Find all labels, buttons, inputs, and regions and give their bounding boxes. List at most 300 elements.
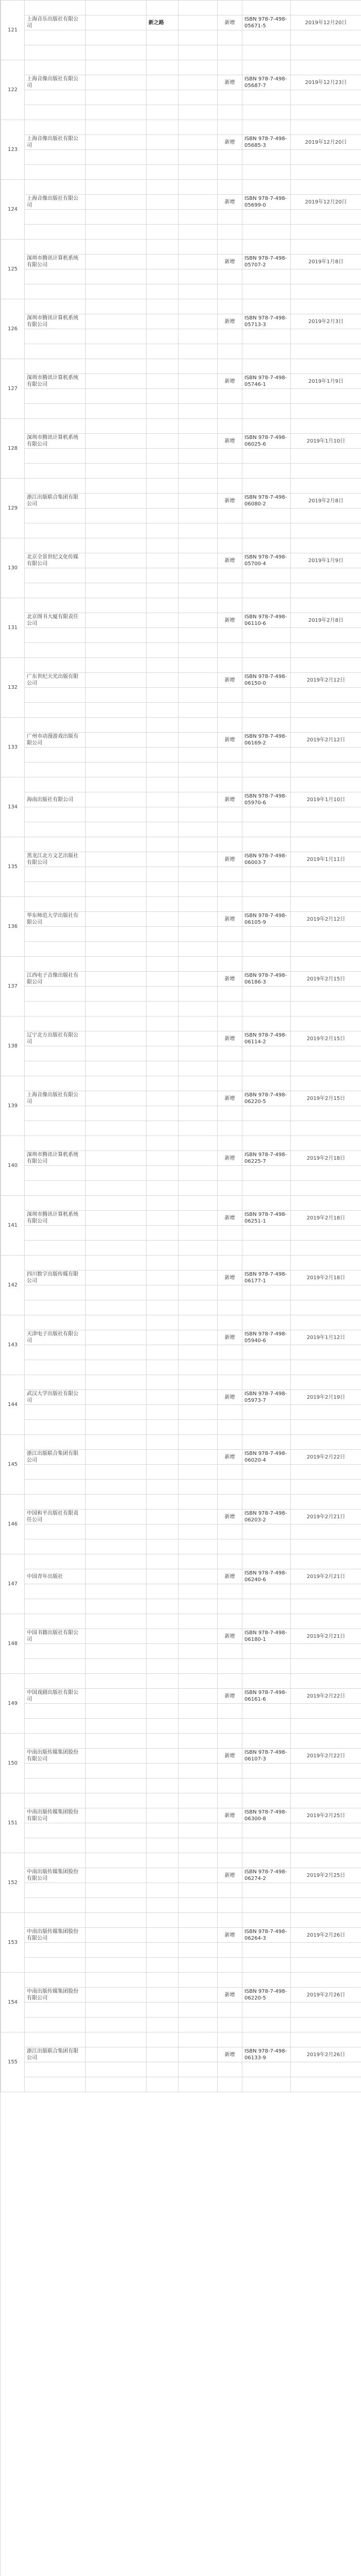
table-row [1,1539,361,1554]
declaration-type-cell [218,1495,242,1510]
approval-date-cell: 2019年12月20日 [291,195,361,210]
isbn-cell [242,1539,291,1554]
operator-cell [86,598,146,613]
game-name-cell [146,1270,178,1285]
declaration-type-cell [218,1943,242,1958]
publisher-cell [25,1943,86,1958]
operator-cell [86,553,146,568]
approval-date-cell [291,777,361,792]
table-row [1,1764,361,1778]
publisher-cell [25,1315,86,1330]
isbn-cell [242,150,291,165]
row-number-cell: 143 [1,1315,25,1375]
approval-date-cell [291,2077,361,2092]
declaration-type-cell [218,90,242,105]
declaration-type-cell [218,240,242,255]
operator-cell [86,1823,146,1838]
table-row [1,2018,361,2032]
operator-cell [86,1973,146,1988]
approval-date-cell [291,449,361,464]
table-row [1,1016,361,1031]
declaration-type-cell [218,2077,242,2092]
table-row [1,1270,361,1285]
publisher-cell: 浙江出版联合集团有限公司 [25,1450,86,1465]
approval-date-cell: 2019年1月10日 [291,434,361,449]
table-row [1,1241,361,1256]
game-name-cell [146,538,178,553]
declaration-type-cell: 新增 [218,1629,242,1644]
isbn-cell [242,225,291,240]
applicant-cell [178,703,218,718]
table-row [1,225,361,240]
table-row [1,1749,361,1764]
approval-date-cell [291,1,361,15]
table-row [1,1958,361,1973]
approval-date-cell [291,1584,361,1599]
publisher-cell [25,240,86,255]
table-row [1,1793,361,1808]
operator-cell [86,1061,146,1076]
approval-date-cell [291,1764,361,1778]
table-row [1,1226,361,1241]
game-name-cell [146,1285,178,1300]
publisher-cell: 北京图书大厦有限责任公司 [25,613,86,628]
applicant-cell [178,1270,218,1285]
game-name-cell [146,150,178,165]
game-name-cell [146,1031,178,1046]
applicant-cell [178,1898,218,1913]
operator-cell [86,2018,146,2032]
publisher-cell [25,2062,86,2077]
publisher-cell: 中南出版传媒集团股份有限公司 [25,1808,86,1823]
row-number-cell: 141 [1,1196,25,1256]
table-row [1,912,361,927]
game-name-cell [146,1091,178,1106]
approval-date-cell [291,1166,361,1181]
approval-date-cell [291,225,361,240]
table-row [1,1450,361,1465]
approval-date-cell: 2019年1月8日 [291,255,361,269]
publisher-cell [25,897,86,912]
applicant-cell [178,1868,218,1883]
applicant-cell [178,1375,218,1390]
applicant-cell [178,1181,218,1196]
operator-cell [86,1689,146,1704]
table-row [1,1390,361,1405]
game-name-cell [146,598,178,613]
declaration-type-cell [218,1121,242,1136]
operator-cell [86,284,146,299]
publisher-cell: 海南出版社有限公司 [25,792,86,807]
table-row [1,120,361,135]
table-row [1,762,361,777]
isbn-cell [242,1719,291,1734]
approval-date-cell [291,643,361,658]
table-row [1,1300,361,1315]
publisher-cell [25,837,86,852]
operator-cell [86,1524,146,1539]
applicant-cell [178,1569,218,1584]
row-number-cell: 155 [1,2032,25,2092]
approval-date-cell [291,180,361,195]
operator-cell [86,210,146,225]
isbn-cell [242,479,291,494]
game-name-cell [146,105,178,120]
game-name-cell [146,1375,178,1390]
declaration-type-cell: 新增 [218,1330,242,1345]
table-row [1,2062,361,2077]
table-row [1,1644,361,1659]
declaration-type-cell [218,523,242,538]
publisher-cell [25,165,86,180]
declaration-type-cell [218,180,242,195]
table-row [1,509,361,523]
table-row [1,1420,361,1435]
declaration-type-cell [218,628,242,643]
approval-date-cell: 2019年2月21日 [291,1569,361,1584]
declaration-type-cell [218,2062,242,2077]
publisher-cell: 黑龙江北方文艺出版社有限公司 [25,852,86,867]
table-row [1,792,361,807]
table-row [1,1823,361,1838]
publisher-cell [25,389,86,404]
declaration-type-cell: 新增 [218,255,242,269]
isbn-cell [242,1285,291,1300]
publisher-cell [25,329,86,344]
operator-cell [86,1868,146,1883]
approval-date-cell [291,2062,361,2077]
applicant-cell [178,598,218,613]
publisher-cell: 武汉大学出版社有限公司 [25,1390,86,1405]
table-row [1,299,361,314]
isbn-cell [242,404,291,419]
applicant-cell [178,972,218,987]
isbn-cell: ISBN 978-7-498-06020-4 [242,1450,291,1465]
approval-date-cell: 2019年2月12日 [291,673,361,688]
isbn-cell [242,1106,291,1121]
declaration-type-cell [218,1764,242,1778]
operator-cell [86,822,146,837]
declaration-type-cell: 新增 [218,553,242,568]
table-row [1,1584,361,1599]
declaration-type-cell: 新增 [218,733,242,748]
operator-cell [86,1569,146,1584]
operator-cell [86,404,146,419]
operator-cell [86,1510,146,1524]
publisher-cell [25,1136,86,1151]
applicant-cell [178,837,218,852]
table-row [1,464,361,479]
declaration-type-cell: 新增 [218,912,242,927]
declaration-type-cell [218,568,242,583]
approval-date-cell [291,1315,361,1330]
game-name-cell [146,1360,178,1375]
table-row [1,284,361,299]
declaration-type-cell [218,284,242,299]
applicant-cell [178,583,218,598]
isbn-cell [242,718,291,733]
operator-cell [86,718,146,733]
publisher-cell [25,1823,86,1838]
declaration-type-cell: 新增 [218,15,242,30]
applicant-cell [178,1928,218,1943]
declaration-type-cell [218,464,242,479]
game-name-cell [146,777,178,792]
applicant-cell [178,2003,218,2018]
applicant-cell [178,1420,218,1435]
game-name-cell [146,837,178,852]
publisher-cell [25,583,86,598]
declaration-type-cell [218,1256,242,1270]
table-row [1,2047,361,2062]
declaration-type-cell: 新增 [218,1749,242,1764]
isbn-cell [242,105,291,120]
operator-cell [86,1539,146,1554]
declaration-type-cell [218,1300,242,1315]
declaration-type-cell [218,1883,242,1898]
isbn-cell [242,1136,291,1151]
table-row [1,434,361,449]
approval-date-cell [291,419,361,434]
publisher-cell: 上海音像出版社有限公司 [25,1091,86,1106]
publisher-cell: 上海音像出版社有限公司 [25,75,86,90]
approval-date-cell [291,942,361,957]
applicant-cell [178,673,218,688]
isbn-cell: ISBN 978-7-498-06220-5 [242,1988,291,2003]
applicant-cell [178,1480,218,1495]
declaration-type-cell [218,1734,242,1749]
game-name-cell [146,225,178,240]
declaration-type-cell [218,1360,242,1375]
applicant-cell [178,957,218,972]
applicant-cell [178,1883,218,1898]
publisher-cell [25,45,86,60]
declaration-type-cell [218,1076,242,1091]
applicant-cell [178,2062,218,2077]
game-name-cell [146,1510,178,1524]
game-name-cell [146,255,178,269]
game-name-cell [146,1883,178,1898]
row-number-cell: 128 [1,419,25,479]
approval-date-cell: 2019年2月21日 [291,1629,361,1644]
approval-date-cell [291,2018,361,2032]
applicant-cell [178,120,218,135]
isbn-cell [242,658,291,673]
table-row [1,957,361,972]
applicant-cell [178,299,218,314]
isbn-cell: ISBN 978-7-498-06133-9 [242,2047,291,2062]
approval-date-cell [291,1973,361,1988]
isbn-cell [242,1913,291,1928]
publisher-cell [25,1599,86,1614]
operator-cell [86,1853,146,1868]
table-row [1,150,361,165]
approval-date-cell [291,1838,361,1853]
publisher-cell: 上海音乐出版社有限公司 [25,15,86,30]
approval-date-cell: 2019年2月22日 [291,1689,361,1704]
approval-date-cell [291,1256,361,1270]
declaration-type-cell [218,1106,242,1121]
row-number-cell: 127 [1,359,25,419]
applicant-cell [178,1973,218,1988]
applicant-cell [178,30,218,45]
operator-cell [86,1435,146,1450]
publisher-cell [25,598,86,613]
applicant-cell [178,643,218,658]
table-row [1,165,361,180]
game-name-cell [146,509,178,523]
game-name-cell [146,1928,178,1943]
declaration-type-cell [218,1704,242,1719]
game-name-cell [146,1554,178,1569]
declaration-type-cell [218,150,242,165]
publisher-cell [25,30,86,45]
approval-date-cell [291,538,361,553]
applicant-cell [178,1390,218,1405]
table-row [1,15,361,30]
declaration-type-cell [218,882,242,897]
publisher-cell [25,1793,86,1808]
table-row [1,45,361,60]
approval-date-cell [291,987,361,1002]
table-row [1,1196,361,1211]
approval-date-cell [291,1405,361,1420]
operator-cell [86,195,146,210]
publisher-cell [25,449,86,464]
isbn-cell [242,1659,291,1674]
publisher-cell [25,419,86,434]
applicant-cell [178,1913,218,1928]
game-name-cell [146,2018,178,2032]
publisher-cell: 浙江出版联合集团有限公司 [25,494,86,509]
operator-cell [86,1091,146,1106]
isbn-cell [242,1524,291,1539]
publisher-cell [25,1076,86,1091]
operator-cell [86,1793,146,1808]
game-name-cell [146,1226,178,1241]
game-name-cell [146,1629,178,1644]
game-name-cell [146,1943,178,1958]
approval-date-cell [291,120,361,135]
approval-date-cell [291,269,361,284]
operator-cell [86,628,146,643]
applicant-cell [178,1510,218,1524]
publisher-cell: 中国和平出版社有限责任公司 [25,1510,86,1524]
game-name-cell [146,1988,178,2003]
applicant-cell [178,60,218,75]
applicant-cell [178,1988,218,2003]
declaration-type-cell [218,60,242,75]
approval-date-cell [291,1674,361,1689]
publisher-cell [25,180,86,195]
game-name-cell [146,404,178,419]
game-name-cell [146,2062,178,2077]
operator-cell [86,658,146,673]
table-row [1,523,361,538]
declaration-type-cell [218,1958,242,1973]
isbn-cell [242,1435,291,1450]
approval-date-cell [291,150,361,165]
declaration-type-cell [218,1524,242,1539]
applicant-cell [178,1539,218,1554]
publisher-cell [25,1734,86,1749]
table-row [1,374,361,389]
operator-cell [86,807,146,822]
row-number-cell: 138 [1,1016,25,1076]
isbn-cell [242,583,291,598]
applicant-cell [178,105,218,120]
game-name-cell [146,1838,178,1853]
publisher-cell [25,1435,86,1450]
approval-date-cell [291,628,361,643]
publisher-cell [25,762,86,777]
game-name-cell [146,1405,178,1420]
game-name-cell [146,1958,178,1973]
applicant-cell [178,1524,218,1539]
publisher-cell: 深圳市腾讯计算机系统有限公司 [25,1151,86,1166]
isbn-cell [242,957,291,972]
declaration-type-cell [218,1539,242,1554]
game-name-cell [146,195,178,210]
game-name-cell [146,374,178,389]
approval-date-cell [291,1345,361,1360]
game-name-cell [146,434,178,449]
table-row [1,1883,361,1898]
operator-cell [86,1644,146,1659]
operator-cell [86,464,146,479]
game-name-cell [146,1420,178,1435]
operator-cell [86,523,146,538]
game-name-cell [146,1719,178,1734]
isbn-cell [242,359,291,374]
isbn-cell [242,210,291,225]
declaration-type-cell: 新增 [218,1928,242,1943]
publisher-cell: 天津电子出版社有限公司 [25,1330,86,1345]
table-row [1,105,361,120]
isbn-cell [242,1016,291,1031]
game-name-cell [146,419,178,434]
isbn-cell [242,180,291,195]
game-name-cell [146,299,178,314]
applicant-cell [178,1644,218,1659]
row-number-cell: 147 [1,1554,25,1614]
operator-cell [86,1390,146,1405]
game-name-cell [146,1016,178,1031]
applicant-cell [178,718,218,733]
table-row [1,882,361,897]
operator-cell [86,1330,146,1345]
approval-date-cell: 2019年2月18日 [291,1270,361,1285]
isbn-cell: ISBN 978-7-498-05671-5 [242,15,291,30]
operator-cell [86,792,146,807]
approval-date-cell: 2019年2月3日 [291,314,361,329]
table-row [1,643,361,658]
game-name-cell [146,464,178,479]
declaration-type-cell [218,344,242,359]
isbn-cell [242,1166,291,1181]
publisher-cell [25,523,86,538]
publisher-cell [25,1659,86,1674]
applicant-cell [178,1958,218,1973]
publisher-cell [25,568,86,583]
game-name-cell [146,1584,178,1599]
applicant-cell [178,987,218,1002]
isbn-cell: ISBN 978-7-498-06251-1 [242,1211,291,1226]
operator-cell [86,1480,146,1495]
operator-cell [86,120,146,135]
operator-cell [86,1778,146,1793]
table-row [1,733,361,748]
